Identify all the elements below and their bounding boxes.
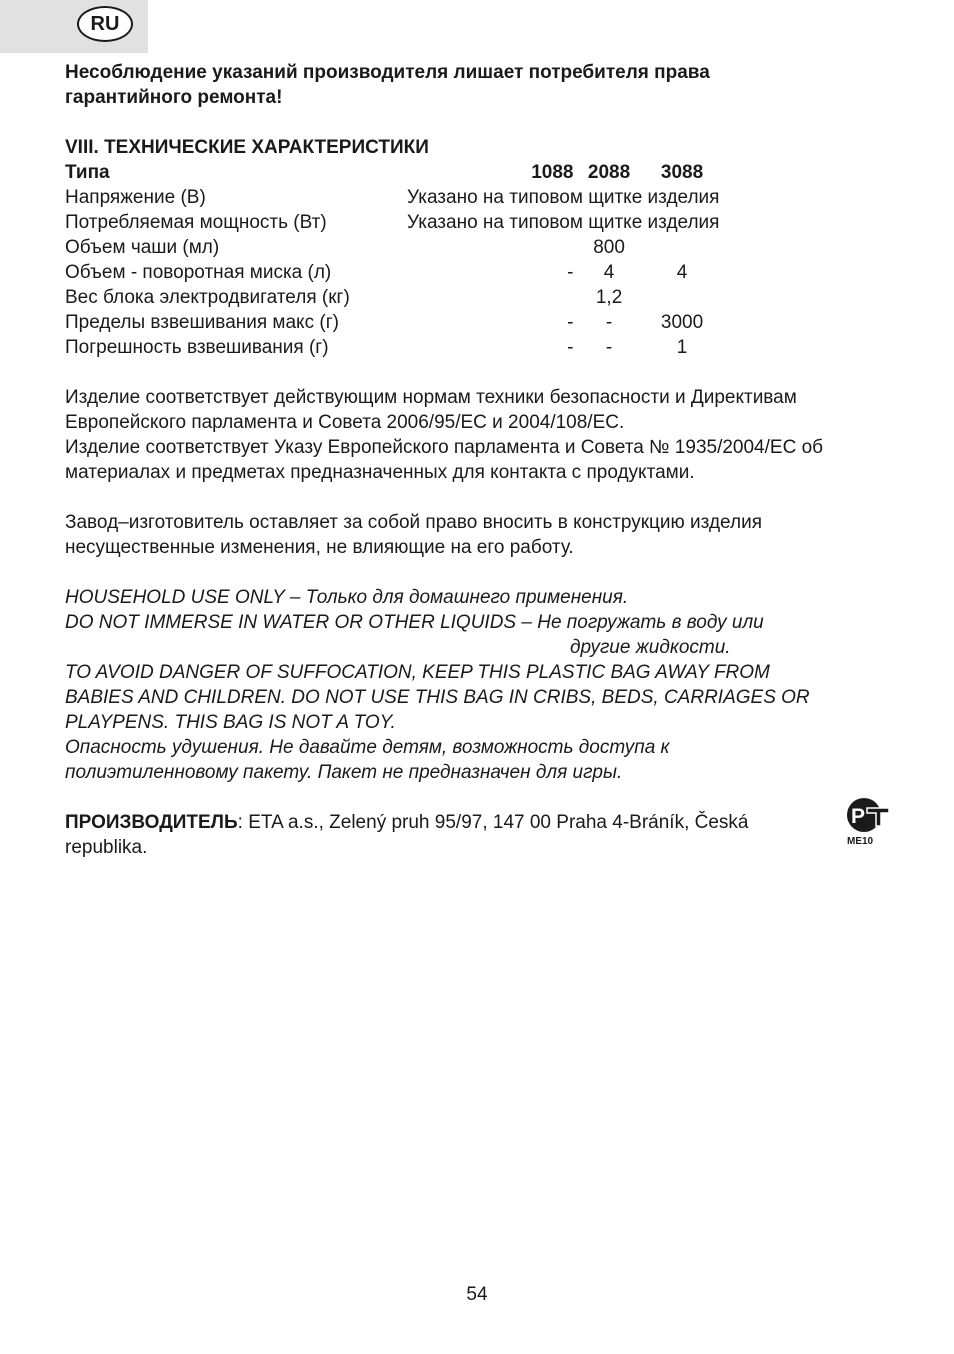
producer-label: ПРОИЗВОДИТЕЛЬ: [65, 812, 238, 833]
danger-notice-ru: Опасность удушения. Не давайте детям, возможность доступа к: [65, 737, 670, 758]
producer-address-cont: republika.: [65, 837, 148, 858]
compliance-paragraph: [65, 385, 905, 485]
model-3088: 3088: [660, 162, 704, 183]
table-row: [65, 185, 719, 210]
row-label: Объем чаши (мл): [65, 237, 220, 258]
immerse-notice-cont: другие жидкости.: [570, 637, 731, 658]
row-value: -: [567, 262, 574, 283]
manufacturer-note-line: Завод–изготовитель оставляет за собой право вносить в конструкцию изделия: [65, 512, 762, 533]
row-value: -: [567, 312, 574, 333]
row-merged-value: Указано на типовом щитке изделия: [407, 187, 720, 208]
row-label: Погрешность взвешивания (г): [65, 337, 329, 358]
warranty-warning: [65, 60, 905, 110]
safety-notices: [65, 585, 905, 785]
row-value: -: [605, 337, 613, 358]
warranty-warning-line: гарантийного ремонта!: [65, 87, 283, 108]
certification-mark: [843, 795, 893, 850]
row-merged-value: 1,2: [595, 287, 623, 308]
immerse-notice: DO NOT IMMERSE IN WATER OR OTHER LIQUIDS – Не погружать в воду или: [65, 612, 764, 633]
household-notice: HOUSEHOLD USE ONLY – Только для домашнего применения.: [65, 587, 629, 608]
row-merged-value: 800: [593, 237, 625, 258]
row-label: Пределы взвешивания макс (г): [65, 312, 339, 333]
page-content: [65, 60, 905, 860]
row-merged-value: Указано на типовом щитке изделия: [407, 212, 720, 233]
model-1088: 1088: [531, 162, 574, 183]
section-title: VIII. ТЕХНИЧЕСКИЕ ХАРАКТЕРИСТИКИ: [65, 137, 429, 158]
row-label: Объем - поворотная миска (л): [65, 262, 332, 283]
row-value: 4: [676, 262, 688, 283]
suffocation-notice: PLAYPENS. THIS BAG IS NOT A TOY.: [65, 712, 396, 733]
compliance-line: Изделие соответствует действующим нормам техники безопасности и Директивам: [65, 387, 797, 408]
pct-certification-icon: [843, 795, 893, 850]
suffocation-notice: BABIES AND CHILDREN. DO NOT USE THIS BAG IN CRIBS, BEDS, CARRIAGES OR: [65, 687, 810, 708]
producer-info: [65, 810, 825, 860]
row-label: Потребляемая мощность (Вт): [65, 212, 327, 233]
compliance-line: Изделие соответствует Указу Европейского парламента и Совета № 1935/2004/ЕС об: [65, 437, 824, 458]
row-label: Напряжение (В): [65, 187, 206, 208]
row-label: Вес блока электродвигателя (кг): [65, 287, 350, 308]
table-row: [65, 335, 719, 360]
compliance-line: материалах и предметах предназначенных для контакта с продуктами.: [65, 462, 695, 483]
specs-table: [65, 160, 719, 360]
table-row: [65, 210, 719, 235]
specs-header-row: [65, 160, 719, 185]
model-2088: 2088: [587, 162, 631, 183]
type-label: Типа: [65, 162, 110, 183]
table-row: [65, 310, 719, 335]
producer-address: : ETA a.s., Zelený pruh 95/97, 147 00 Praha 4-Bráník, Česká: [237, 812, 749, 833]
row-value: 3000: [660, 312, 704, 333]
row-value: -: [567, 337, 574, 358]
compliance-line: Европейского парламента и Совета 2006/95/ЕС и 2004/108/ЕС.: [65, 412, 625, 433]
language-badge: RU: [77, 6, 133, 42]
row-value: 1: [676, 337, 688, 358]
suffocation-notice: TO AVOID DANGER OF SUFFOCATION, KEEP THIS PLASTIC BAG AWAY FROM: [65, 662, 770, 683]
manufacturer-note-line: несущественные изменения, не влияющие на его работу.: [65, 537, 574, 558]
row-value: -: [605, 312, 613, 333]
row-value: 4: [603, 262, 615, 283]
manufacturer-note: [65, 510, 905, 560]
cert-code: ME10: [847, 836, 874, 847]
table-row: [65, 235, 719, 260]
svg-text:P: P: [851, 805, 866, 828]
table-row: [65, 260, 719, 285]
warranty-warning-line: Несоблюдение указаний производителя лишает потребителя права: [65, 62, 710, 83]
table-row: [65, 285, 719, 310]
danger-notice-ru: полиэтиленновому пакету. Пакет не предназначен для игры.: [65, 762, 623, 783]
page-number: 54: [466, 1284, 488, 1305]
